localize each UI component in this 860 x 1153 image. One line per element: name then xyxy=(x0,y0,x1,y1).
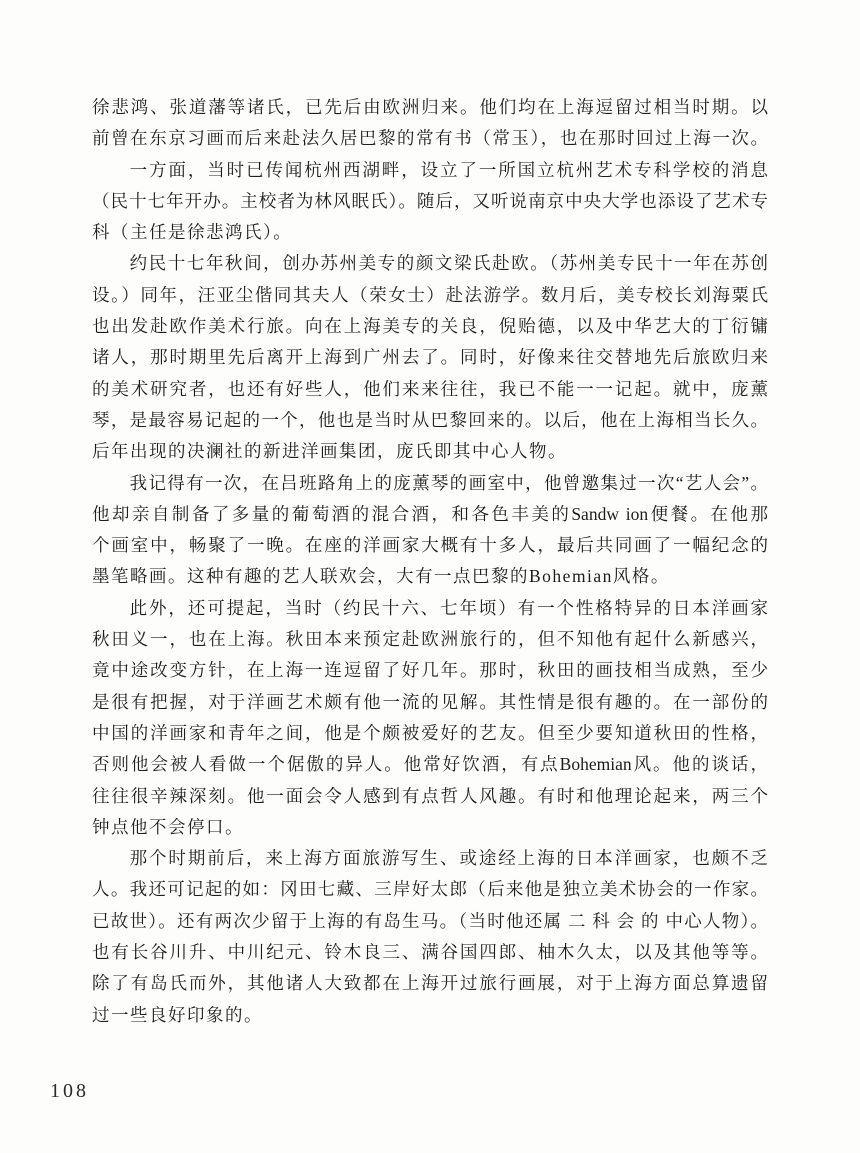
text-line: 诸人，那时期里先后离开上海到广州去了。同时，好像来往交替地先后旅欧归来 xyxy=(92,347,768,368)
text-line: 也出发赴欧作美术行旅。向在上海美专的关良，倪贻德，以及中华艺大的丁衍镛 xyxy=(92,316,768,337)
text-line: （民十七年开办。主校者为林风眠氏）。随后，又听说南京中央大学也添设了艺术专 xyxy=(92,190,768,211)
text-line: 一方面，当时已传闻杭州西湖畔，设立了一所国立杭州艺术专科学校的消息 xyxy=(129,159,768,180)
text-line: 前曾在东京习画而后来赴法久居巴黎的常有书（常玉），也在那时回过上海一次。 xyxy=(92,128,768,149)
text-line: 过一些良好印象的。 xyxy=(92,1004,263,1025)
page-number: 108 xyxy=(50,1080,89,1102)
text-line: 秋田义一，也在上海。秋田本来预定赴欧洲旅行的，但不知他有起什么新感兴， xyxy=(92,629,768,650)
text-line: 的美术研究者，也还有好些人，他们来来往往，我已不能一一记起。就中，庞薰 xyxy=(92,378,768,399)
text-line: 竟中途改变方针，在上海一连逗留了好几年。那时，秋田的画技相当成熟，至少 xyxy=(92,660,768,681)
text-line: 人。我还可记起的如：冈田七藏、三岸好太郎（后来他是独立美术协会的一作家。 xyxy=(92,879,768,900)
text-line: 我记得有一次，在吕班路角上的庞薰琴的画室中，他曾邀集过一次“艺人会”。 xyxy=(129,472,768,493)
text-line: 约民十七年秋间，创办苏州美专的颜文梁氏赴欧。（苏州美专民十一年在苏创 xyxy=(129,253,768,274)
text-line: 墨笔略画。这种有趣的艺人联欢会，大有一点巴黎的Bohemian风格。 xyxy=(92,566,670,587)
text-line: 他却亲自制备了多量的葡萄酒的混合酒，和各色丰美的Sandw ion便餐。在他那 xyxy=(92,503,768,524)
text-line: 琴，是最容易记起的一个，他也是当时从巴黎回来的。以后，他在上海相当长久。 xyxy=(92,409,768,430)
text-line: 此外，还可提起，当时（约民十六、七年顷）有一个性格特异的日本洋画家 xyxy=(129,597,768,618)
text-line: 科（主任是徐悲鸿氏）。 xyxy=(92,222,293,243)
text-line: 是很有把握，对于洋画艺术颇有他一流的见解。其性情是很有趣的。在一部份的 xyxy=(92,691,768,712)
text-line: 钟点他不会停口。 xyxy=(92,816,244,837)
text-line: 中国的洋画家和青年之间，他是个颇被爱好的艺友。但至少要知道秋田的性格， xyxy=(92,722,768,743)
text-line: 也有长谷川升、中川纪元、铃木良三、满谷国四郎、柚木久太，以及其他等等。 xyxy=(92,942,768,963)
text-line: 已故世）。还有两次少留于上海的有岛生马。（当时他还属 二 科 会 的 中心人物）。 xyxy=(92,910,768,931)
text-line: 往往很辛辣深刻。他一面会令人感到有点哲人风趣。有时和他理论起来，两三个 xyxy=(92,785,768,806)
text-block xyxy=(92,92,768,1031)
text-line: 除了有岛氏而外，其他诸人大致都在上海开过旅行画展，对于上海方面总算遗留 xyxy=(92,973,768,994)
text-line: 徐悲鸿、张道藩等诸氏，已先后由欧洲归来。他们均在上海逗留过相当时期。以 xyxy=(92,97,768,117)
text-line: 那个时期前后，来上海方面旅游写生、或途经上海的日本洋画家，也颇不乏 xyxy=(129,848,768,869)
text-line: 后年出现的决澜社的新进洋画集团，庞氏即其中心人物。 xyxy=(92,441,567,462)
text-line: 否则他会被人看做一个倨傲的异人。他常好饮酒，有点Bohemian风。他的谈话， xyxy=(92,754,768,775)
text-line: 个画室中，畅聚了一晚。在座的洋画家大概有十多人，最后共同画了一幅纪念的 xyxy=(92,535,768,556)
text-line: 设。）同年，汪亚尘偕同其夫人（荣女士）赴法游学。数月后，美专校长刘海粟氏 xyxy=(92,284,768,305)
